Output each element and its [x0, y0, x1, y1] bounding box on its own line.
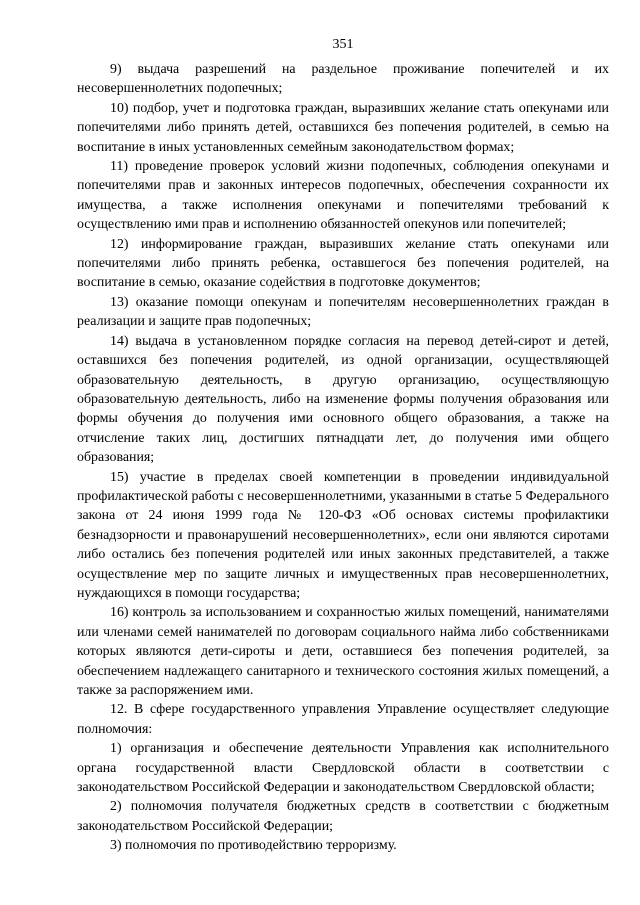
- paragraph-item-16: 16) контроль за использованием и сохранностью жилых помещений, нанимателями или членами семей нанимателей по договорам социального найма либо собственниками которых являются дети-сироты и дети, оставшиеся без попечения родителей, за обеспечением надлежащего санитарного и технического состояния жилых помещений, а также за распоряжением ими.: [77, 605, 609, 698]
- paragraph-subitem-2: 2) полномочия получателя бюджетных средств в соответствии с бюджетным законодательством Российской Федерации;: [77, 799, 609, 834]
- paragraph-item-12: 12) информирование граждан, выразивших желание стать опекунами или попечителями либо принять ребенка, оставшегося без попечения родителей, на воспитание в семью, оказание содействия в подготовке документов;: [77, 236, 609, 291]
- paragraph-item-9: 9) выдача разрешений на раздельное проживание попечителей и их несовершеннолетних подопечных;: [77, 62, 609, 97]
- paragraph-subitem-3: 3) полномочия по противодействию терроризму.: [110, 838, 397, 854]
- section-12-heading: 12. В сфере государственного управления Управление осуществляет следующие полномочия:: [77, 702, 609, 737]
- paragraph-item-15: 15) участие в пределах своей компетенции в проведении индивидуальной профилактической работы с несовершеннолетними, указанными в статье 5 Федерального закона от 24 июня 1999 года № 120-ФЗ «Об основах системы профилактики безнадзорности и правонарушений несовершеннолетних», если они являются сиротами либо остались без попечения родителей или иных законных представителей, а также осуществление мер по защите личных и имущественных прав несовершеннолетних, нуждающихся в помощи государства;: [77, 469, 609, 601]
- page-number: 351: [332, 37, 354, 52]
- document-body: [77, 60, 609, 856]
- paragraph-item-11: 11) проведение проверок условий жизни подопечных, соблюдения опекунами и попечителями прав и законных интересов подопечных, обеспечения сохранности их имущества, а также исполнения опекунами и попечителями требований к осуществлению ими прав и исполнению обязанностей опекунов или попечителей;: [77, 159, 609, 233]
- paragraph-subitem-1: 1) организация и обеспечение деятельности Управления как исполнительного органа государственной власти Свердловской области в соответствии с законодательством Российской Федерации и законодательством Свердловской области;: [77, 741, 609, 796]
- paragraph-item-10: 10) подбор, учет и подготовка граждан, выразивших желание стать опекунами или попечителями либо принять детей, оставшихся без попечения родителей, в семью на воспитание в иных установленных семейным законодательством формах;: [77, 100, 609, 155]
- paragraph-item-14: 14) выдача в установленном порядке согласия на перевод детей-сирот и детей, оставшихся без попечения родителей, из одной организации, осуществляющей образовательную деятельность, в другую организацию, осуществляющую образовательную деятельность, либо на изменение формы получения образования или формы обучения до получения ими основного общего образования, а также на отчисление таких лиц, достигших пятнадцати лет, до получения ими общего образования;: [77, 333, 609, 466]
- paragraph-item-13: 13) оказание помощи опекунам и попечителям несовершеннолетних граждан в реализации и защите прав подопечных;: [77, 294, 609, 330]
